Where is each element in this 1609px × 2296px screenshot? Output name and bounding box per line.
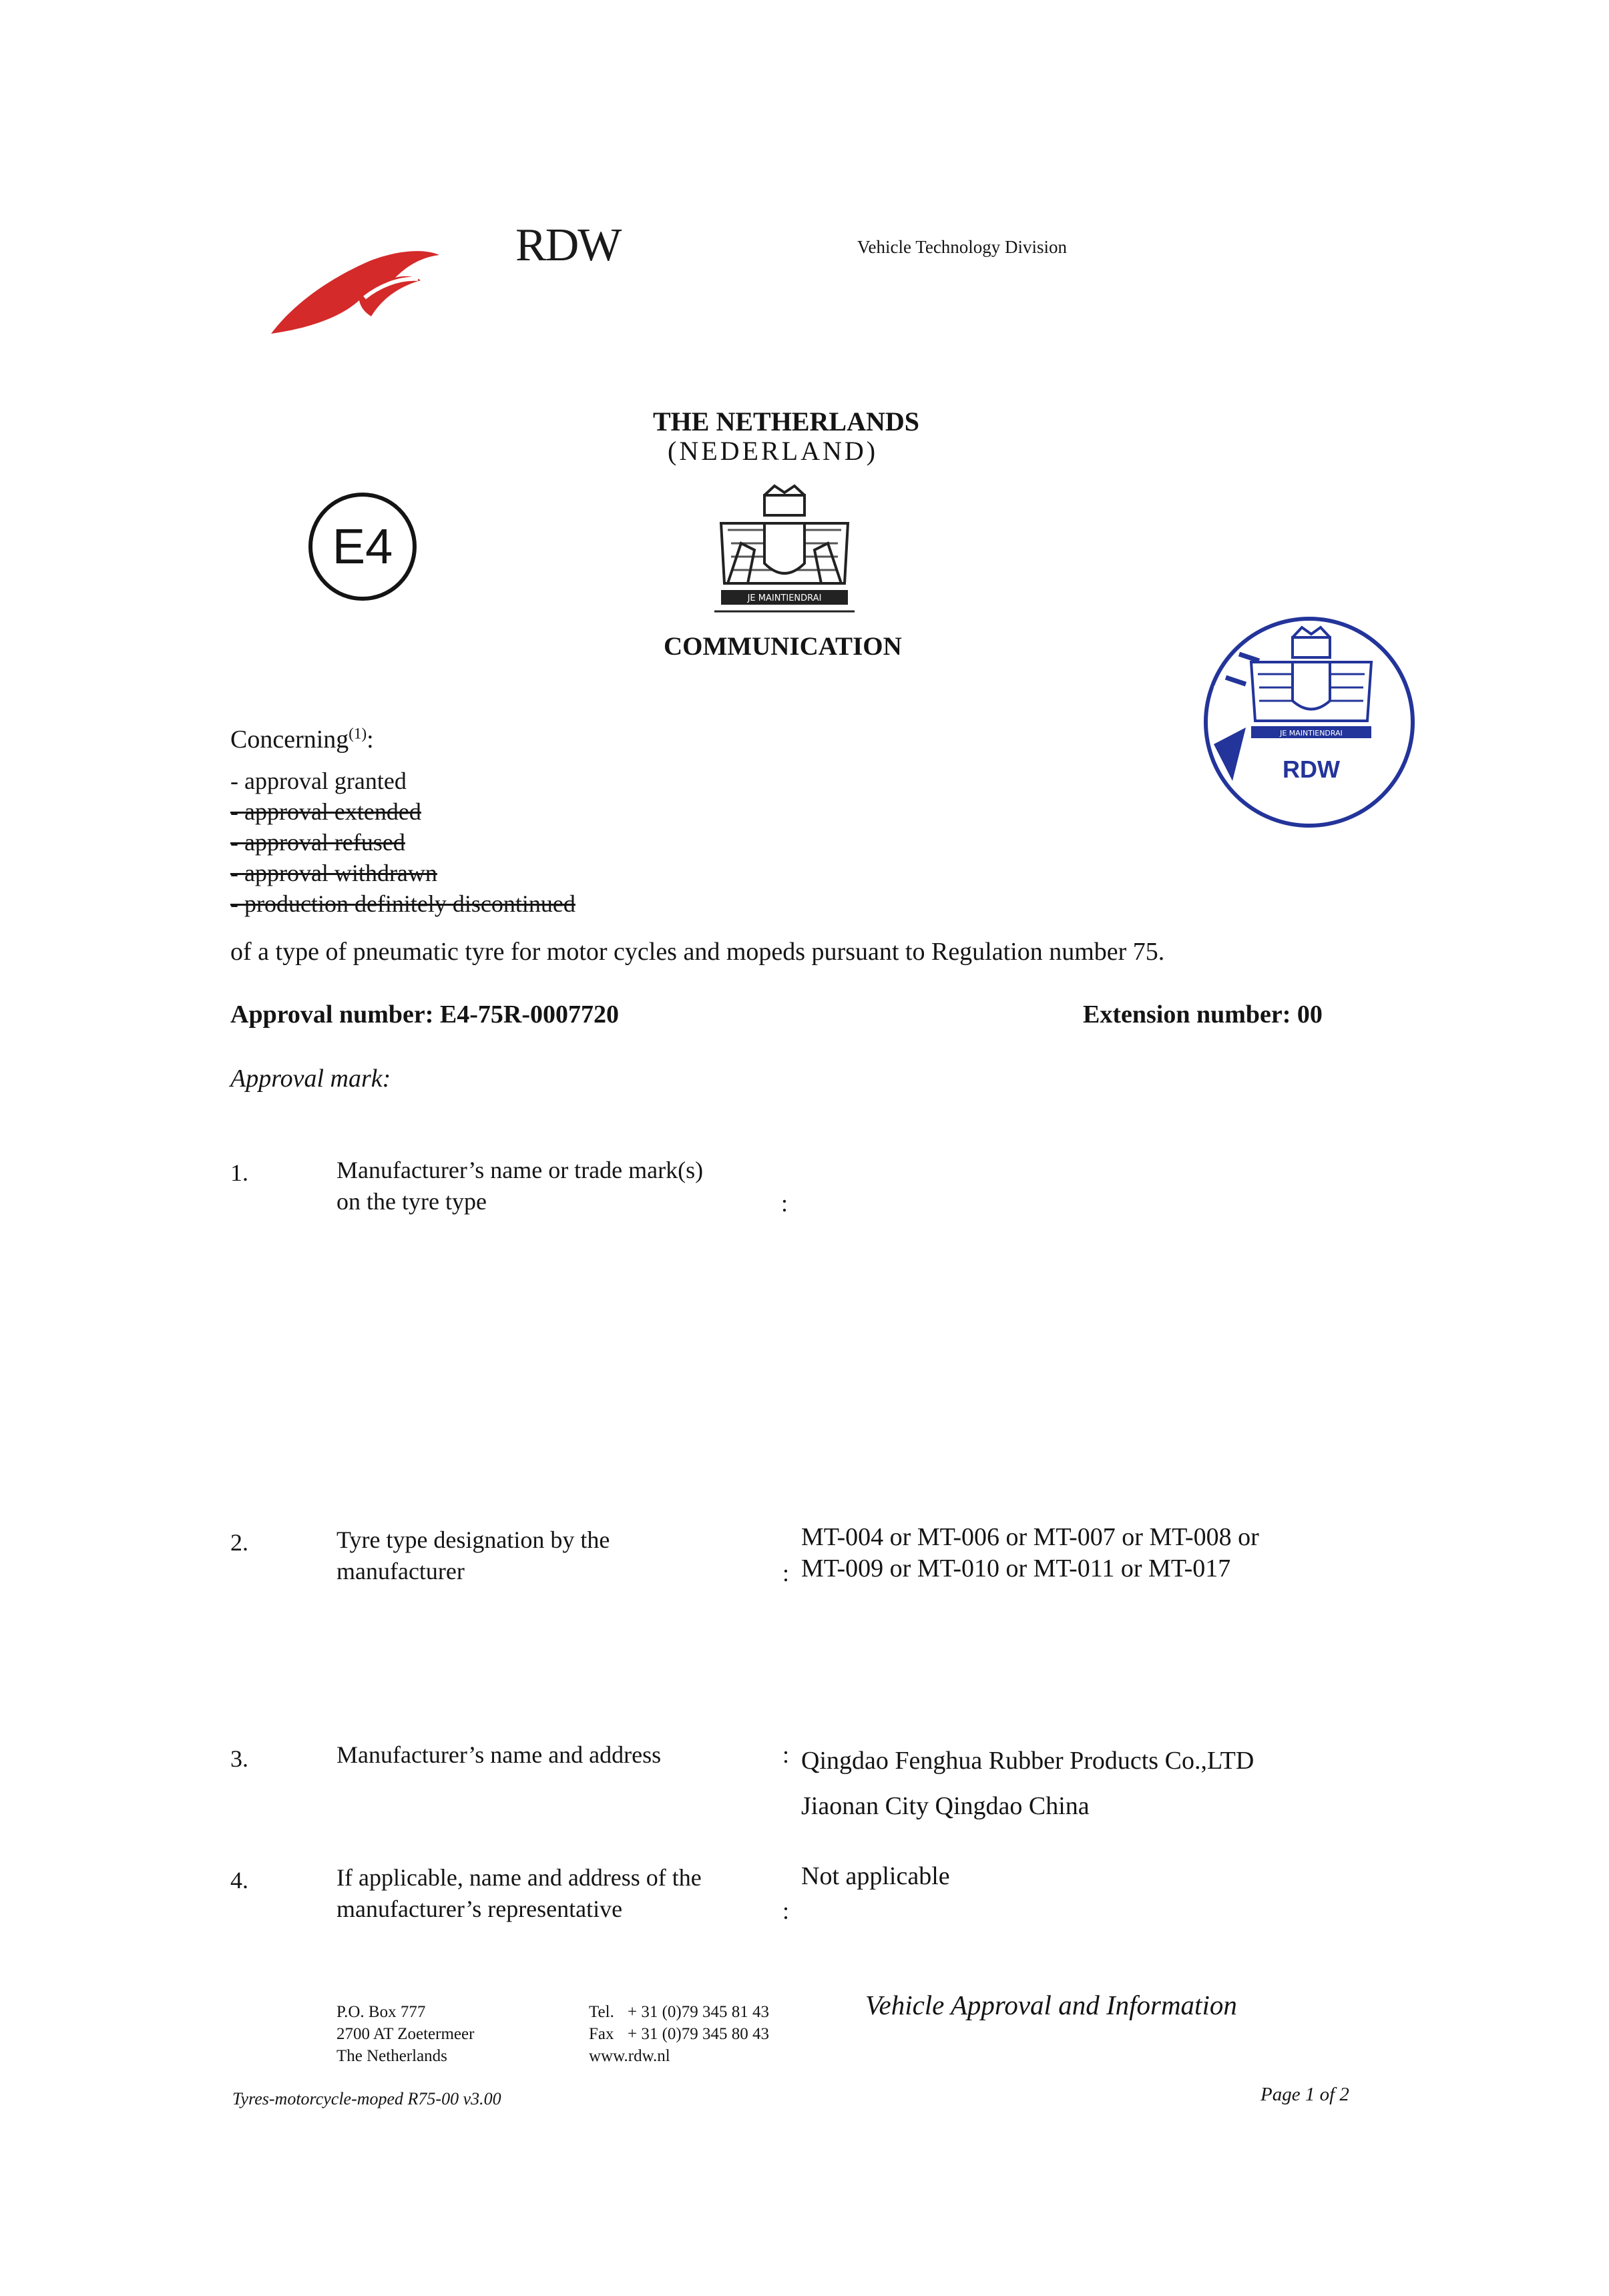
stamp-motto: JE MAINTIENDRAI bbox=[1280, 729, 1343, 738]
item-colon: : bbox=[782, 1560, 790, 1587]
rdw-stamp-icon bbox=[1192, 607, 1426, 834]
document-title: COMMUNICATION bbox=[664, 632, 902, 661]
footer-telephone: Tel. + 31 (0)79 345 81 43 bbox=[589, 2003, 769, 2021]
e4-approval-mark-icon bbox=[306, 490, 419, 603]
concerning-option: - approval granted bbox=[230, 768, 407, 794]
concerning-option: - approval withdrawn bbox=[230, 860, 437, 886]
concerning-option: - approval extended bbox=[230, 798, 421, 825]
item-number: 4. bbox=[230, 1867, 248, 1894]
item-value: MT-004 or MT-006 or MT-007 or MT-008 or MT-009 or MT-010 or MT-011 or MT-017 bbox=[801, 1523, 1259, 1583]
concerning-option: - production definitely discontinued bbox=[230, 890, 576, 917]
division-name: Vehicle Technology Division bbox=[857, 237, 1068, 257]
coat-of-arms-motto: JE MAINTIENDRAI bbox=[747, 593, 822, 603]
stamp-text: RDW bbox=[1283, 756, 1340, 783]
footer-tagline: Vehicle Approval and Information bbox=[865, 1990, 1237, 2020]
item-colon: : bbox=[782, 1898, 790, 1924]
item-value: Not applicable bbox=[801, 1862, 950, 1890]
approval-number: Approval number: E4-75R-0007720 bbox=[230, 1000, 619, 1029]
item-colon: : bbox=[781, 1190, 788, 1217]
country-native-name: (NEDERLAND) bbox=[668, 436, 879, 466]
item-number: 3. bbox=[230, 1745, 248, 1772]
regulation-paragraph: of a type of pneumatic tyre for motor cycles and mopeds pursuant to Regulation number 75. bbox=[230, 938, 1165, 966]
form-identifier: Tyres-motorcycle-moped R75-00 v3.00 bbox=[232, 2089, 501, 2108]
item-number: 2. bbox=[230, 1529, 248, 1556]
item-label: Manufacturer’s name or trade mark(s) on the tyre type bbox=[336, 1157, 704, 1215]
approval-mark-label: Approval mark: bbox=[230, 1065, 391, 1093]
concerning-option: - approval refused bbox=[230, 829, 405, 856]
extension-number: Extension number: 00 bbox=[1083, 1000, 1323, 1029]
e4-mark-text: E4 bbox=[332, 519, 393, 574]
footer-contact bbox=[589, 2001, 769, 2067]
page-number: Page 1 of 2 bbox=[1260, 2084, 1349, 2105]
rdw-logo-icon bbox=[264, 234, 445, 340]
item-number: 1. bbox=[230, 1159, 248, 1186]
item-colon: : bbox=[782, 1741, 790, 1768]
concerning-label: Concerning$^{(1)}$: bbox=[230, 725, 374, 754]
footnote-marker: (1) bbox=[349, 725, 367, 742]
item-value: Qingdao Fenghua Rubber Products Co.,LTD Jiaonan City Qingdao China bbox=[801, 1747, 1254, 1820]
footer-address: P.O. Box 777 2700 AT Zoetermeer The Netherlands bbox=[336, 2003, 475, 2065]
footer-fax: Fax + 31 (0)79 345 80 43 bbox=[589, 2025, 769, 2043]
item-label: If applicable, name and address of the manufacturer’s representative bbox=[336, 1864, 702, 1922]
item-label: Tyre type designation by the manufacturer bbox=[336, 1526, 610, 1585]
brand-title: RDW bbox=[515, 220, 621, 271]
country-name: THE NETHERLANDS bbox=[653, 406, 919, 437]
footer-website: www.rdw.nl bbox=[589, 2047, 670, 2065]
coat-of-arms-icon bbox=[701, 483, 868, 617]
item-label: Manufacturer’s name and address bbox=[336, 1741, 662, 1768]
